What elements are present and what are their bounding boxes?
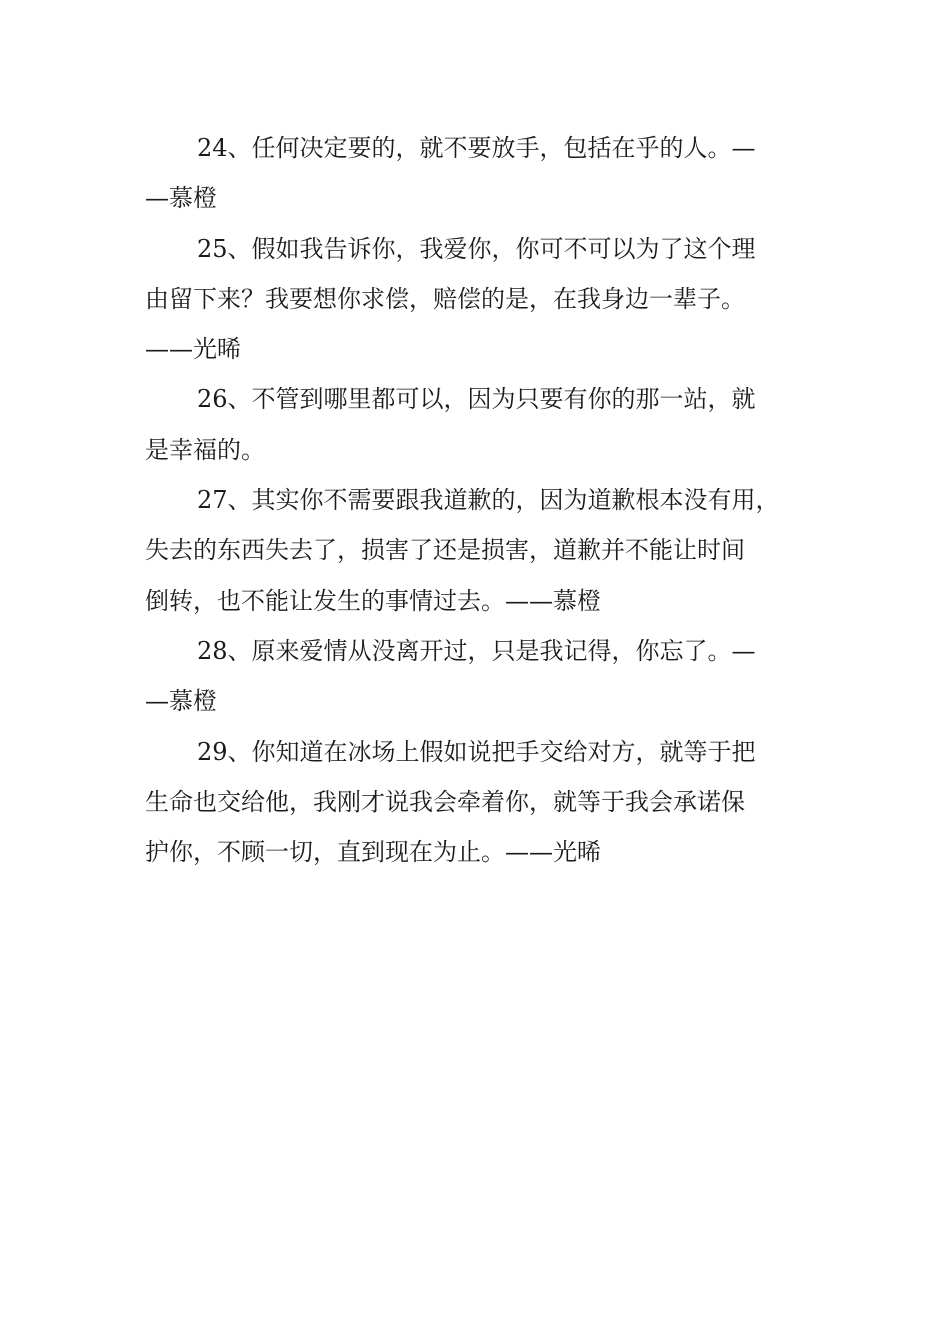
quote-line: 生命也交给他，我刚才说我会牵着你，就等于我会承诺保 (145, 787, 745, 816)
quote-line: 26、不管到哪里都可以，因为只要有你的那一站，就 (197, 385, 756, 414)
quote-line: 护你，不顾一切，直到现在为止。——光晞 (145, 838, 601, 867)
quote-line: 25、假如我告诉你，我爱你，你可不可以为了这个理 (197, 234, 756, 263)
quote-25 (145, 224, 805, 375)
quote-line: 28、原来爱情从没离开过，只是我记得，你忘了。— (197, 636, 756, 665)
quote-28 (145, 626, 805, 727)
quote-line: 是幸福的。 (145, 435, 265, 464)
quote-29 (145, 727, 805, 878)
quote-line: —慕橙 (145, 184, 217, 213)
quote-line: —慕橙 (145, 687, 217, 716)
quote-line: 24、任何决定要的，就不要放手，包括在乎的人。— (197, 134, 756, 162)
quote-26 (145, 374, 805, 475)
quote-line: 29、你知道在冰场上假如说把手交给对方，就等于把 (197, 737, 756, 766)
document-body (145, 123, 805, 877)
quote-line: 由留下来？我要想你求偿，赔偿的是，在我身边一辈子。 (145, 284, 745, 313)
quote-line: 27、其实你不需要跟我道歉的，因为道歉根本没有用， (197, 486, 780, 515)
quote-line: ——光晞 (145, 335, 241, 364)
quote-line: 倒转，也不能让发生的事情过去。——慕橙 (145, 586, 601, 615)
quote-27 (145, 475, 805, 626)
quote-24 (145, 123, 805, 224)
quote-line: 失去的东西失去了，损害了还是损害，道歉并不能让时间 (145, 536, 745, 565)
